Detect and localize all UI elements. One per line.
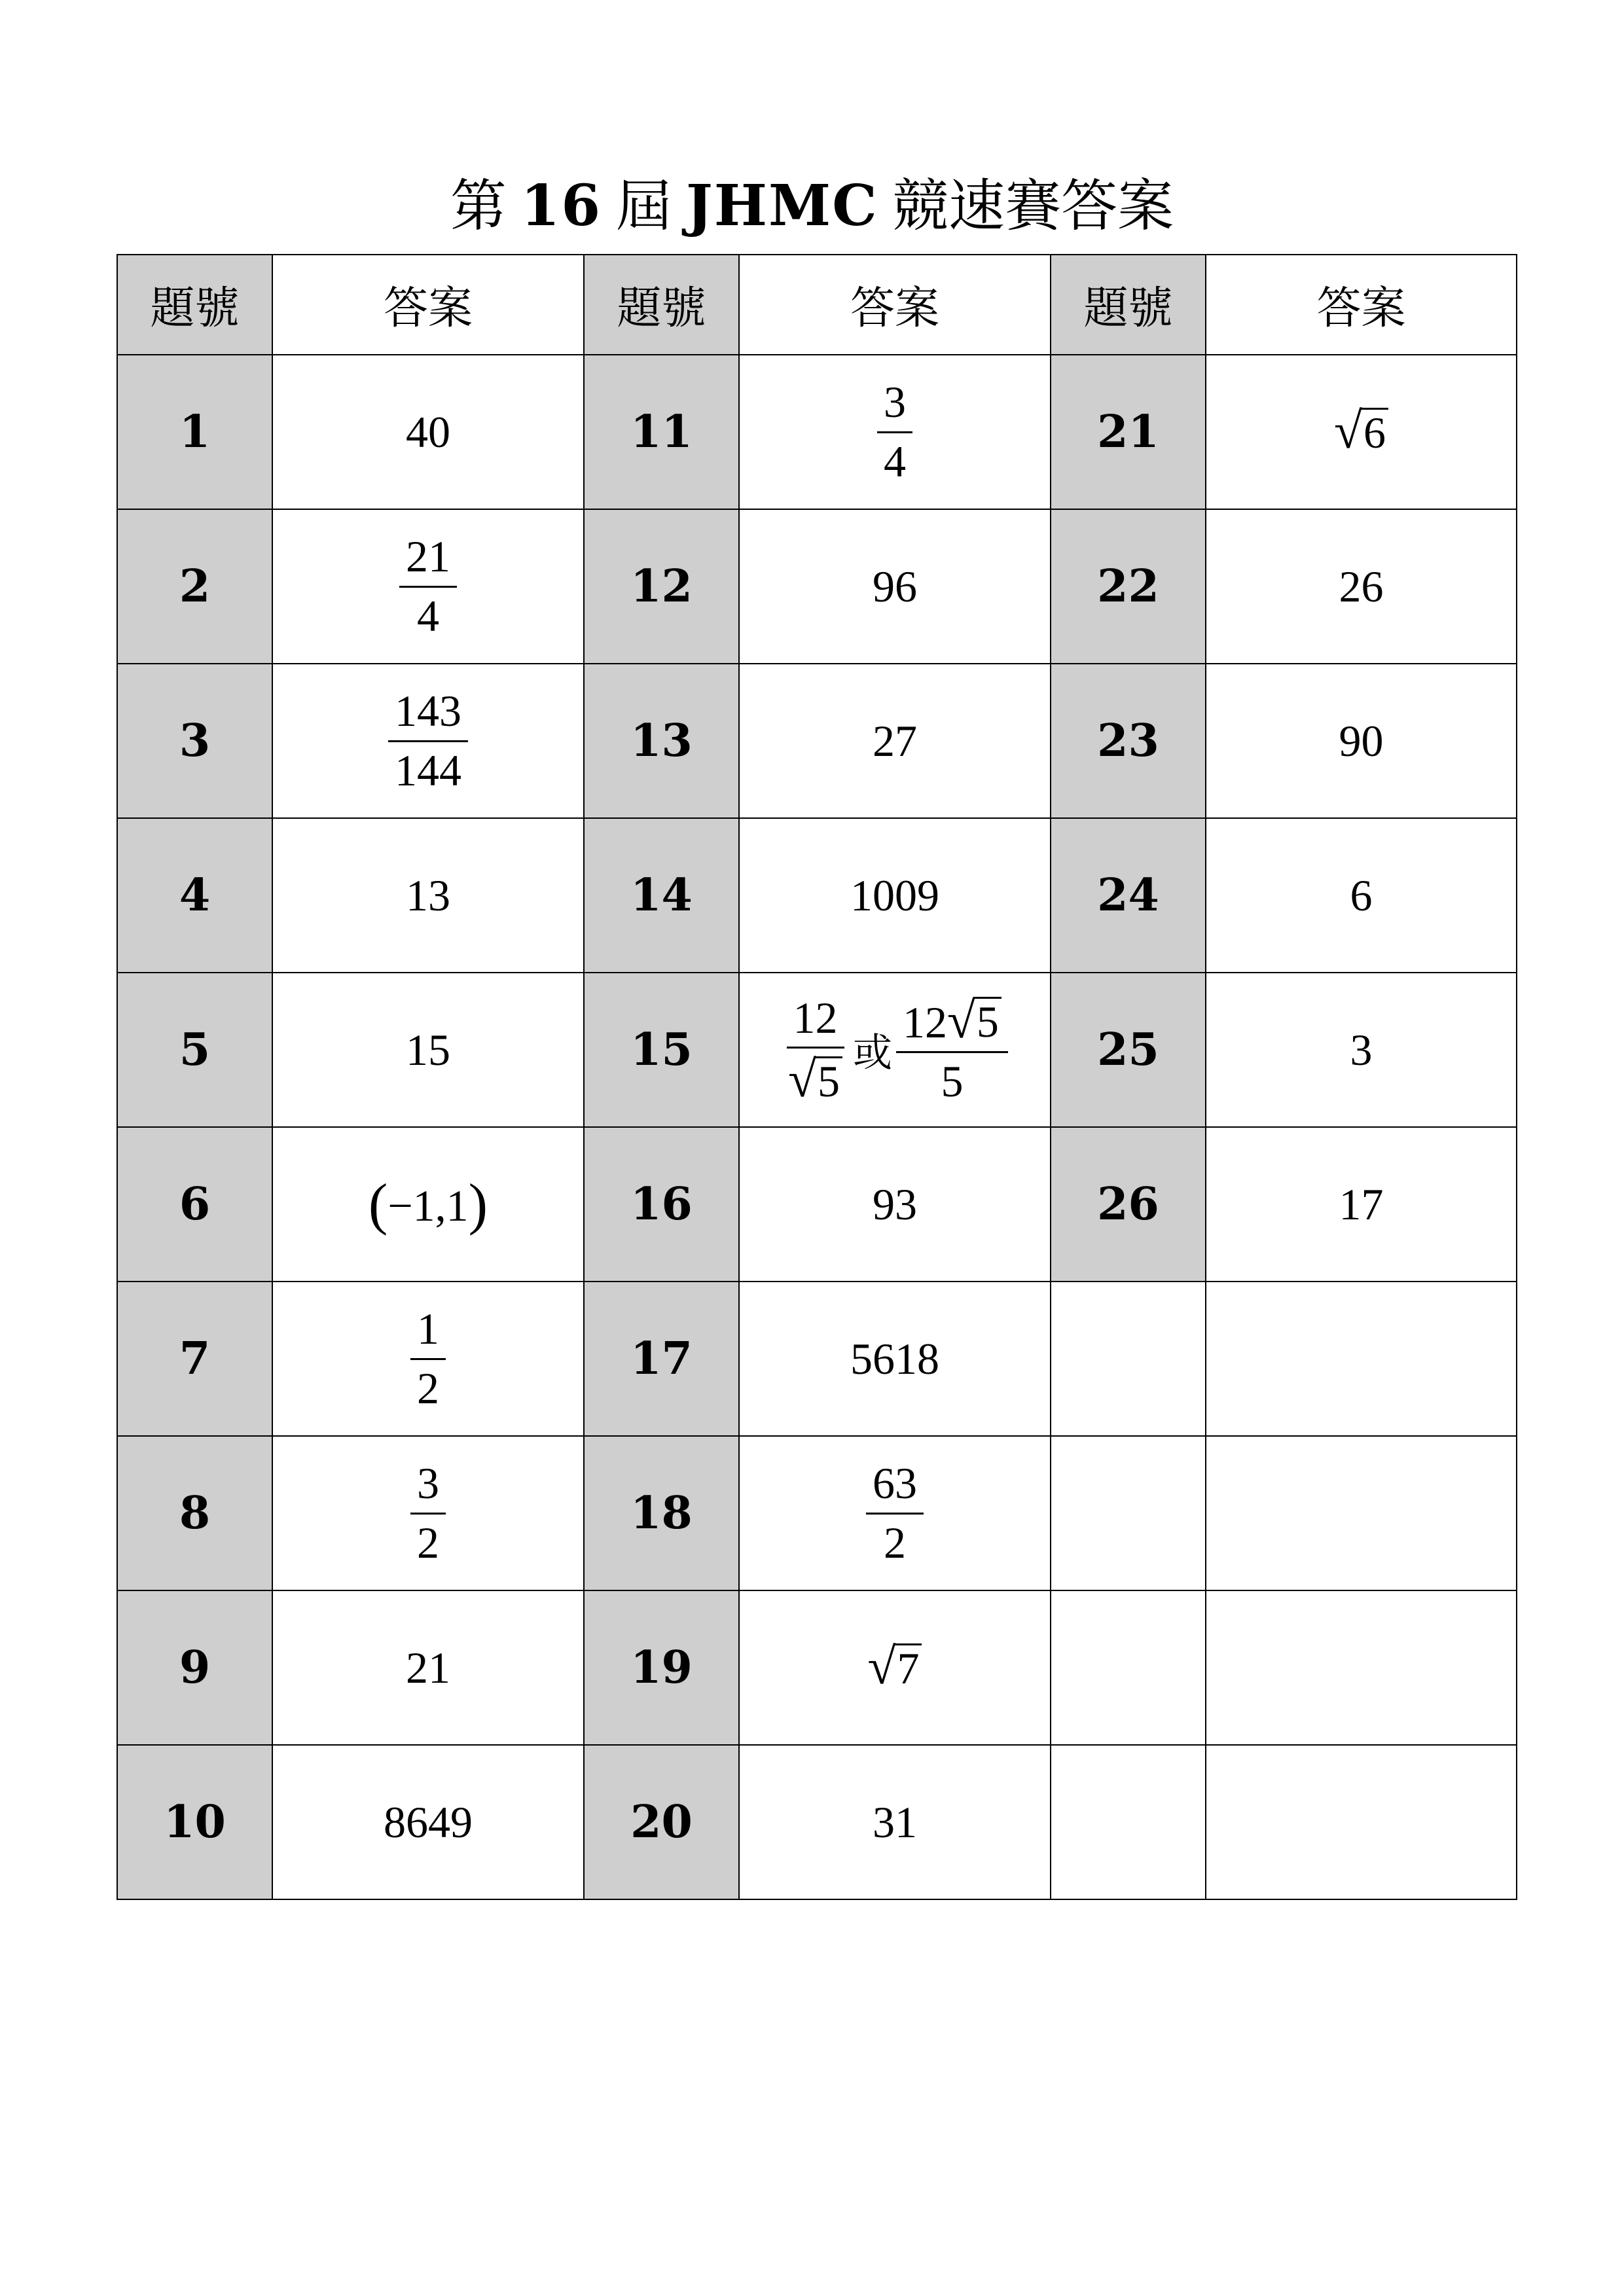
fraction: $\frac{63}{2}$ [866,1460,924,1566]
table-row [117,973,1517,1127]
answer-value: 12 √ 5 或 12 √ 5 5 [739,973,1051,1127]
answer-value: 1009 [739,818,1051,973]
fraction: 12 √ 5 [782,995,849,1105]
title-suffix: 競速賽答案 [892,173,1174,239]
question-number: 22 [1051,509,1206,664]
question-number [1051,1745,1206,1899]
question-number: 5 [117,973,272,1127]
table-row [117,1745,1517,1899]
answer-value: 96 [739,509,1051,664]
table-row [117,1282,1517,1436]
table-row [117,1436,1517,1590]
question-number: 21 [1051,355,1206,509]
answer-value: 5618 [739,1282,1051,1436]
answer-value: 90 [1206,664,1517,818]
question-number: 15 [584,973,739,1127]
answer-value: 31 [739,1745,1051,1899]
radical: √ 6 [1334,405,1388,456]
header-question-no: 題號 [1051,255,1206,355]
answer-value [1206,1745,1517,1899]
answer-value [739,1590,1051,1745]
radical: √ 5 [788,1054,842,1105]
answer-value [272,664,584,818]
answer-value [1206,1436,1517,1590]
radical: √ 7 [868,1641,922,1692]
question-number: 26 [1051,1127,1206,1282]
table-row [117,818,1517,973]
question-number: 18 [584,1436,739,1590]
answer-value: 6 [1206,818,1517,973]
question-number: 12 [584,509,739,664]
header-answer: 答案 [1206,255,1517,355]
title-event: JHMC [686,173,878,239]
answer-value: 17 [1206,1127,1517,1282]
table-row [117,355,1517,509]
answer-value: 21 [272,1590,584,1745]
question-number: 24 [1051,818,1206,973]
answer-value [1206,1282,1517,1436]
header-question-no: 題號 [117,255,272,355]
fraction: 12 √ 5 5 [896,995,1008,1105]
table-row [117,509,1517,664]
answer-value [739,1436,1051,1590]
question-number: 3 [117,664,272,818]
title-prefix: 第 [450,173,507,239]
table-header-row [117,255,1517,355]
table-row [117,664,1517,818]
question-number [1051,1282,1206,1436]
question-number: 8 [117,1436,272,1590]
answer-value: 13 [272,818,584,973]
question-number: 17 [584,1282,739,1436]
title-unit: 屆 [615,173,672,239]
fraction: $\frac{3}{4}$ [877,379,912,485]
answer-value [739,355,1051,509]
answer-value: 93 [739,1127,1051,1282]
answer-value [272,1436,584,1590]
answer-value [272,509,584,664]
fraction: $\frac{21}{4}$ [399,533,457,639]
answer-value: 40 [272,355,584,509]
question-number: 16 [584,1127,739,1282]
question-number: 6 [117,1127,272,1282]
answer-value: (−1,1) [272,1127,584,1282]
header-answer: 答案 [272,255,584,355]
fraction: $\frac{1}{2}$ [410,1306,446,1412]
question-number: 13 [584,664,739,818]
answer-value: 26 [1206,509,1517,664]
answer-table [117,254,1517,1900]
table-row [117,1127,1517,1282]
answer-value [1206,1590,1517,1745]
question-number: 25 [1051,973,1206,1127]
page-title [0,164,1624,249]
answer-value [272,1282,584,1436]
header-answer: 答案 [739,255,1051,355]
answer-value [1206,355,1517,509]
question-number: 1 [117,355,272,509]
header-question-no: 題號 [584,255,739,355]
question-number: 10 [117,1745,272,1899]
answer-value: 15 [272,973,584,1127]
question-number: 19 [584,1590,739,1745]
question-number: 11 [584,355,739,509]
question-number: 23 [1051,664,1206,818]
question-number: 14 [584,818,739,973]
question-number: 4 [117,818,272,973]
question-number: 9 [117,1590,272,1745]
question-number: 7 [117,1282,272,1436]
answer-value: 3 [1206,973,1517,1127]
title-edition: 16 [520,173,602,239]
question-number: 2 [117,509,272,664]
question-number [1051,1436,1206,1590]
question-number [1051,1590,1206,1745]
question-number: 20 [584,1745,739,1899]
table-row [117,1590,1517,1745]
answer-value: 8649 [272,1745,584,1899]
radical: √ 5 [947,995,1001,1046]
fraction: $\frac{143}{144}$ [388,688,468,794]
answer-value: 27 [739,664,1051,818]
fraction: $\frac{3}{2}$ [410,1460,446,1566]
